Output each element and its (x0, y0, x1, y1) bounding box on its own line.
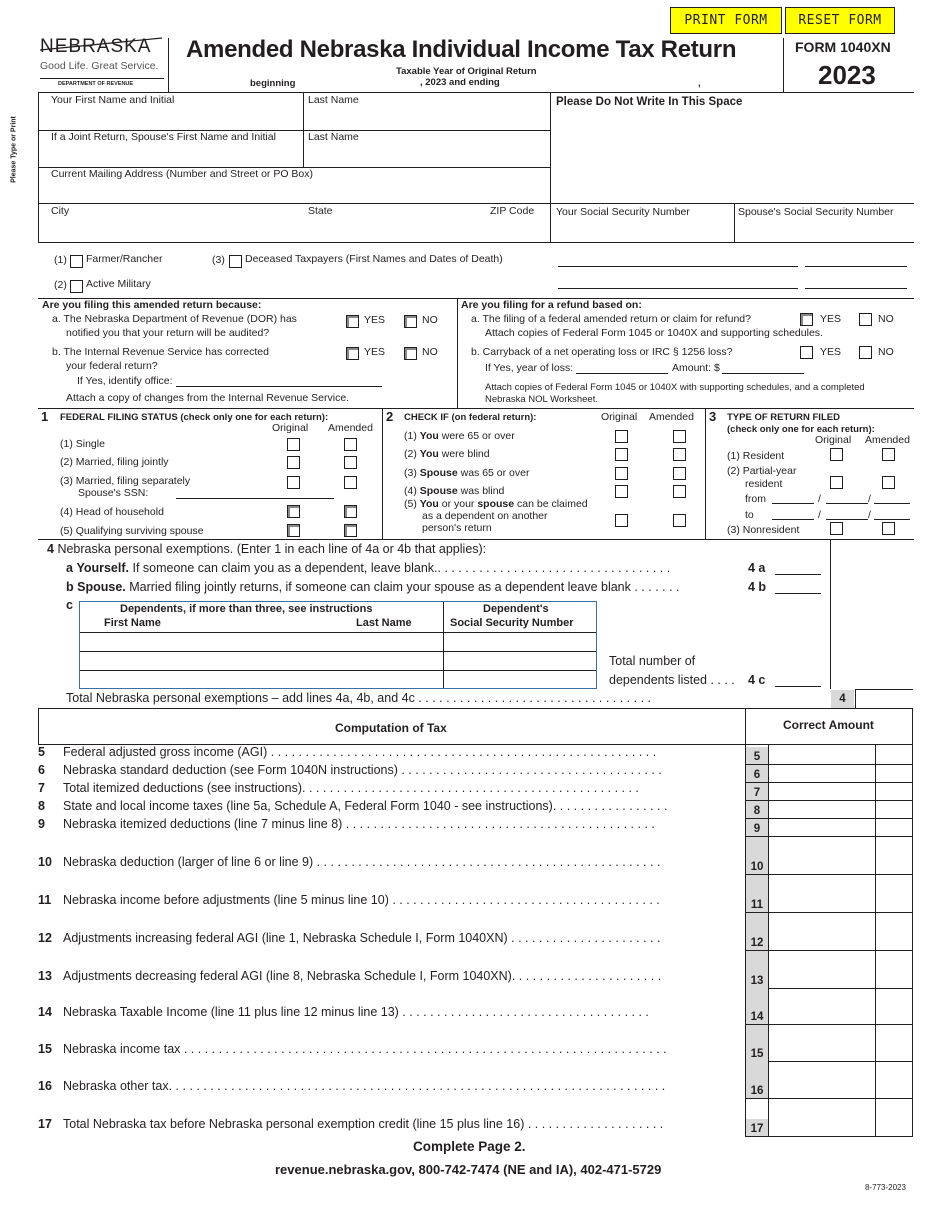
military-num: (2) (54, 279, 67, 291)
taxable-year-label: Taxable Year of Original Return (396, 66, 537, 77)
spouse-ssn-label: Spouse's Social Security Number (738, 206, 894, 218)
total-dependents-label-2: dependents listed . . . . (609, 673, 735, 687)
line-12-cents-field[interactable] (876, 913, 912, 950)
spouse-ssn-field[interactable] (736, 219, 912, 240)
year-of-loss-label: If Yes, year of loss: (485, 362, 574, 374)
ci-you-65-original-checkbox[interactable] (615, 430, 628, 443)
joint-last-name-field[interactable] (305, 143, 548, 165)
exemption-4c-field[interactable] (775, 686, 821, 687)
line-17-cents-field[interactable] (876, 1119, 912, 1136)
line-10-number: 10 (746, 837, 768, 874)
year-of-loss-field[interactable] (576, 373, 668, 374)
rt-to-label: to (745, 509, 754, 521)
loss-amount-field[interactable] (722, 373, 804, 374)
amended-reason-heading: Are you filing this amended return because: (42, 299, 262, 311)
audit-no-label: NO (422, 314, 438, 326)
line-description: Nebraska income tax . . . . . . . . . . . . . . . . . . . . . . . . . . . . . . . . . . . . . . . . . . . . . . . . . . . . . . . . . . . . . . . . . . . . . . (63, 1042, 667, 1056)
line-description: State and local income taxes (line 5a, Schedule A, Federal Form 1040 - see instructions). . . . . . . . . . . . . . . . . (63, 799, 668, 813)
total-exemptions-label: Total Nebraska personal exemptions – add lines 4a, 4b, and 4c . . . . . . . . . . . . . . . . . . . . . . . . . . . . . . . . . . (66, 691, 651, 705)
line-13-cents-field[interactable] (876, 951, 912, 988)
rt-nonresident-amended-checkbox[interactable] (882, 522, 895, 535)
exemption-4a-field[interactable] (775, 574, 821, 575)
fs-mfs-original-checkbox[interactable] (287, 476, 300, 489)
refund-carryback-no-checkbox[interactable] (859, 346, 872, 359)
fs-qss-amended-checkbox[interactable] (344, 524, 357, 537)
check-if-heading: CHECK IF (on federal return): (404, 412, 537, 423)
computation-header (38, 708, 913, 745)
line-13-number: 13 (746, 951, 768, 988)
irs-attach-note: Attach a copy of changes from the Internal Revenue Service. (66, 392, 350, 404)
computation-heading: Computation of Tax (335, 721, 447, 735)
refund-federal-no-label: NO (878, 313, 894, 325)
rt-resident-label: (1) Resident (727, 450, 785, 462)
state-label: State (308, 205, 333, 217)
line-14-amount-field[interactable] (769, 988, 874, 1024)
line-5-amount-field[interactable] (769, 747, 874, 764)
ci-spouse-blind-original-checkbox[interactable] (615, 485, 628, 498)
ci-you-blind-original-checkbox[interactable] (615, 448, 628, 461)
rt-partial-amended-checkbox[interactable] (882, 476, 895, 489)
line-description: Nebraska itemized deductions (line 7 minus line 8) . . . . . . . . . . . . . . . . . . . . . . . . . . . . . . . . . . . . . . . . . . . . . (63, 817, 655, 831)
farmer-rancher-checkbox[interactable] (70, 255, 83, 268)
fs-hoh-original-checkbox[interactable] (287, 505, 300, 518)
line-17-amount-field[interactable] (769, 1119, 874, 1136)
line-number-label: 8 (38, 799, 45, 813)
fs-mfj-amended-checkbox[interactable] (344, 456, 357, 469)
audit-no-checkbox[interactable] (404, 315, 417, 328)
line-8-number: 8 (746, 801, 768, 818)
rt-partial-label-2: resident (745, 478, 783, 490)
exemptions-heading: 4 Nebraska personal exemptions. (Enter 1 in each line of 4a or 4b that applies): (47, 542, 487, 556)
fs-mfs-amended-checkbox[interactable] (344, 476, 357, 489)
line-description: Nebraska Taxable Income (line 11 plus line 12 minus line 13) . . . . . . . . . . . . . . . . . . . . . . . . . . . . . . . . . . . . (63, 1005, 649, 1019)
rt-nonresident-label: (3) Nonresident (727, 524, 800, 536)
exemption-4c-label: c (66, 598, 73, 612)
first-name-field[interactable] (40, 106, 301, 128)
deceased-date-line-2[interactable] (805, 288, 907, 289)
rt-from-day-field[interactable] (826, 503, 868, 504)
ci-dependent-amended-checkbox[interactable] (673, 514, 686, 527)
computation-line-8 (38, 799, 743, 817)
ending-label: , 2023 and ending (420, 77, 500, 88)
form-title: Amended Nebraska Individual Income Tax Return (186, 36, 737, 63)
line-9-number: 9 (746, 819, 768, 836)
refund-carryback-yes-checkbox[interactable] (800, 346, 813, 359)
computation-line-7 (38, 781, 743, 799)
rt-partial-original-checkbox[interactable] (830, 476, 843, 489)
line-11-cents-field[interactable] (876, 875, 912, 912)
ci-dependent-original-checkbox[interactable] (615, 514, 628, 527)
line-number-label: 14 (38, 1005, 52, 1019)
ci-2: (2) You were blind (404, 448, 490, 460)
total-dependents-label-1: Total number of (609, 654, 696, 668)
ci-you-blind-amended-checkbox[interactable] (673, 448, 686, 461)
line-12-amount-field[interactable] (769, 913, 874, 950)
dependents-first-name-header: First Name (104, 617, 161, 629)
zip-field[interactable] (486, 218, 548, 240)
line-9-cents-field[interactable] (876, 819, 912, 836)
fs-single-label: (1) Single (60, 438, 105, 450)
refund-reason-b1: b. Carryback of a net operating loss or IRC § 1256 loss? (471, 346, 733, 358)
line-description: Total itemized deductions (see instructions). . . . . . . . . . . . . . . . . . . . . . . . . . . . . . . . . . . . . . . . . . . . . . . . . (63, 781, 639, 795)
rt-from-year-field[interactable] (874, 503, 910, 504)
your-ssn-field[interactable] (552, 219, 732, 240)
line-15-number: 15 (746, 1025, 768, 1061)
line-6-number: 6 (746, 765, 768, 782)
exemption-4c-ref: 4 c (748, 673, 766, 687)
logo-department: DEPARTMENT OF REVENUE (58, 81, 134, 87)
amended-reason-b1: b. The Internal Revenue Service has corrected (52, 346, 269, 358)
amended-reason-a2: notified you that your return will be audited? (66, 327, 270, 339)
row-divider (745, 1136, 913, 1137)
refund-carryback-no-label: NO (878, 346, 894, 358)
beginning-label: beginning (250, 78, 296, 89)
exemption-4b: b Spouse. Married filing jointly returns, if someone can claim your spouse as a dependent leave blank . . . . . . . (66, 580, 680, 594)
line-5-number: 5 (746, 747, 768, 764)
rt-to-month-field[interactable] (772, 519, 814, 520)
line-description: Nebraska income before adjustments (line 5 minus line 10) . . . . . . . . . . . . . . . . . . . . . . . . . . . . . . . . . . . . . . . (63, 893, 660, 907)
zip-label: ZIP Code (490, 205, 535, 217)
refund-reason-heading: Are you filing for a refund based on: (461, 299, 642, 311)
computation-line-10 (38, 855, 743, 873)
irs-no-checkbox[interactable] (404, 347, 417, 360)
exemption-4a: a Yourself. If someone can claim you as a dependent, leave blank.. . . . . . . . . . . . . . . . . . . . . . . . . . . . . . . . . . (66, 561, 671, 575)
exemption-4a-ref: 4 a (748, 561, 766, 575)
last-name-label: Last Name (308, 94, 359, 106)
joint-first-name-label: If a Joint Return, Spouse's First Name and Initial (51, 131, 276, 143)
line-11-amount-field[interactable] (769, 875, 874, 912)
rt-to-slash-1: / (818, 509, 821, 521)
row-divider (745, 1098, 913, 1099)
line-number-label: 17 (38, 1117, 52, 1131)
line-number-label: 9 (38, 817, 45, 831)
computation-line-15 (38, 1042, 743, 1060)
ci-4: (4) Spouse was blind (404, 485, 505, 497)
line-8-cents-field[interactable] (876, 801, 912, 818)
rt-partial-label: (2) Partial-year (727, 465, 797, 477)
computation-line-17 (38, 1117, 743, 1135)
computation-line-6 (38, 763, 743, 781)
line-number-label: 12 (38, 931, 52, 945)
exemption-4b-ref: 4 b (748, 580, 767, 594)
fs-mfj-original-checkbox[interactable] (287, 456, 300, 469)
rt-to-slash-2: / (868, 509, 871, 521)
military-label: Active Military (86, 278, 151, 290)
first-name-label: Your First Name and Initial (51, 94, 175, 106)
ci-1: (1) You were 65 or over (404, 430, 515, 442)
reset-form-button[interactable]: RESET FORM (785, 7, 895, 34)
check-if-amended-header: Amended (649, 411, 694, 423)
line-6-cents-field[interactable] (876, 765, 912, 782)
dependents-ssn-header-2: Social Security Number (450, 617, 574, 629)
exemption-4b-field[interactable] (775, 593, 821, 594)
line-number-label: 16 (38, 1079, 52, 1093)
line-description: Nebraska deduction (larger of line 6 or line 9) . . . . . . . . . . . . . . . . . . . . . . . . . . . . . . . . . . . . . . . . . . . . . . . . . . (63, 855, 661, 869)
filing-status-num: 1 (41, 409, 49, 424)
return-type-num: 3 (709, 409, 717, 424)
line-description: Total Nebraska tax before Nebraska personal exemption credit (line 15 plus line 16) . . . . . . . . . . . . . . . . . . . . (63, 1117, 664, 1131)
joint-last-name-label: Last Name (308, 131, 359, 143)
dependent-3-ssn-field[interactable] (445, 671, 595, 687)
line-number-label: 10 (38, 855, 52, 869)
filing-status-original-header: Original (272, 422, 309, 434)
line-10-amount-field[interactable] (769, 837, 874, 874)
refund-carryback-yes-label: YES (820, 346, 842, 358)
dependents-table (79, 601, 597, 689)
dependent-1-name-field[interactable] (81, 633, 441, 650)
refund-reason-a2: Attach copies of Federal Form 1045 or 1040X and supporting schedules. (485, 327, 823, 339)
farmer-label: Farmer/Rancher (86, 253, 163, 265)
fs-qss-label: (5) Qualifying surviving spouse (60, 525, 204, 537)
line-8-amount-field[interactable] (769, 801, 874, 818)
complete-page-2: Complete Page 2. (413, 1139, 526, 1154)
line-7-amount-field[interactable] (769, 783, 874, 800)
fs-hoh-amended-checkbox[interactable] (344, 505, 357, 518)
line-16-cents-field[interactable] (876, 1061, 912, 1098)
city-field[interactable] (40, 218, 300, 240)
deceased-num: (3) (212, 254, 225, 266)
refund-federal-yes-checkbox[interactable] (800, 313, 813, 326)
rt-from-slash-1: / (818, 493, 821, 505)
deceased-name-line-1[interactable] (558, 266, 798, 267)
line-15-amount-field[interactable] (769, 1025, 874, 1061)
form-code: 8-773-2023 (865, 1183, 906, 1192)
fs-single-amended-checkbox[interactable] (344, 438, 357, 451)
fs-mfs-ssn-label: Spouse's SSN: (78, 487, 149, 499)
amount-column-border (912, 745, 913, 1136)
check-if-original-header: Original (601, 411, 638, 423)
contact-info: revenue.nebraska.gov, 800-742-7474 (NE and IA), 402-471-5729 (275, 1162, 662, 1177)
refund-attach-note-1: Attach copies of Federal Form 1045 or 1040X with supporting schedules, and a completed (485, 382, 865, 393)
line-12-number: 12 (746, 913, 768, 950)
dependent-1-ssn-field[interactable] (445, 633, 595, 650)
logo-tagline: Good Life. Great Service. (40, 60, 159, 72)
line-description: Federal adjusted gross income (AGI) . . . . . . . . . . . . . . . . . . . . . . . . . . . . . . . . . . . . . . . . . . . . . . . . . . . . . . . . (63, 745, 657, 759)
deceased-name-line-2[interactable] (558, 288, 798, 289)
ci-you-65-amended-checkbox[interactable] (673, 430, 686, 443)
ci-spouse-65-amended-checkbox[interactable] (673, 467, 686, 480)
do-not-write-label: Please Do Not Write In This Space (556, 96, 743, 108)
please-type-or-print: Please Type or Print (10, 116, 18, 183)
line-description: Adjustments decreasing federal AGI (line 8, Nebraska Schedule I, Form 1040XN). . . . . . . . . . . . . . . . . . . . . . (63, 969, 662, 983)
line-number-label: 7 (38, 781, 45, 795)
deceased-label: Deceased Taxpayers (First Names and Dates of Death) (245, 253, 503, 265)
correct-amount-heading: Correct Amount (783, 718, 874, 732)
line-description: Nebraska standard deduction (see Form 1040N instructions) . . . . . . . . . . . . . . . . . . . . . . . . . . . . . . . . . . . . . . (63, 763, 662, 777)
ci-5: (5) You or your spouse can be claimed (404, 498, 588, 510)
form-number: FORM 1040XN (795, 39, 891, 55)
irs-office-field[interactable] (176, 386, 382, 387)
your-ssn-label: Your Social Security Number (556, 206, 690, 218)
line-10-cents-field[interactable] (876, 837, 912, 874)
return-type-amended-header: Amended (865, 434, 910, 446)
computation-line-9 (38, 817, 743, 835)
dependent-2-name-field[interactable] (81, 652, 441, 669)
rt-to-day-field[interactable] (826, 519, 868, 520)
farmer-num: (1) (54, 254, 67, 266)
ci-3: (3) Spouse was 65 or over (404, 467, 530, 479)
tax-year: 2023 (818, 60, 876, 90)
return-type-heading: TYPE OF RETURN FILED (727, 412, 840, 423)
deceased-checkbox[interactable] (229, 255, 242, 268)
irs-yes-label: YES (364, 346, 386, 358)
audit-yes-label: YES (364, 314, 386, 326)
filing-status-amended-header: Amended (328, 422, 373, 434)
state-field[interactable] (305, 218, 485, 240)
line-number-label: 13 (38, 969, 52, 983)
return-type-original-header: Original (815, 434, 852, 446)
return-type-sub: (check only one for each return): (727, 424, 875, 435)
fs-single-original-checkbox[interactable] (287, 438, 300, 451)
line-4-number: 4 (831, 690, 854, 708)
check-if-num: 2 (386, 409, 394, 424)
dependent-3-name-field[interactable] (81, 671, 441, 687)
fs-mfs-label: (3) Married, filing separately (60, 475, 191, 487)
line-7-number: 7 (746, 783, 768, 800)
refund-federal-yes-label: YES (820, 313, 842, 325)
line-16-number: 16 (746, 1061, 768, 1098)
active-military-checkbox[interactable] (70, 280, 83, 293)
line-number-label: 5 (38, 745, 45, 759)
logo-text: NEBRASKA (40, 36, 152, 57)
line-11-number: 11 (746, 875, 768, 912)
rt-nonresident-original-checkbox[interactable] (830, 522, 843, 535)
amended-reason-a1: a. The Nebraska Department of Revenue (DOR) has (52, 313, 297, 325)
computation-line-13 (38, 969, 743, 987)
line-number-label: 11 (38, 893, 52, 907)
line-14-cents-field[interactable] (876, 988, 912, 1024)
ending-comma: , (698, 78, 701, 89)
ci-5b: as a dependent on another (422, 510, 548, 522)
dependents-ssn-header-1: Dependent's (483, 603, 549, 615)
address-field[interactable] (40, 180, 548, 201)
irs-office-label: If Yes, identify office: (77, 375, 173, 387)
fs-qss-original-checkbox[interactable] (287, 524, 300, 537)
computation-line-11 (38, 893, 743, 911)
line-17-number: 17 (746, 1119, 768, 1136)
ci-spouse-blind-amended-checkbox[interactable] (673, 485, 686, 498)
deceased-date-line-1[interactable] (805, 266, 907, 267)
last-name-field[interactable] (305, 106, 548, 128)
fs-mfj-label: (2) Married, filing jointly (60, 456, 169, 468)
computation-line-5 (38, 745, 743, 763)
line-number-label: 6 (38, 763, 45, 777)
loss-amount-label: Amount: $ (672, 362, 720, 374)
rt-from-slash-2: / (868, 493, 871, 505)
line-description: Adjustments increasing federal AGI (line 1, Nebraska Schedule I, Form 1040XN) . . . . . . . . . . . . . . . . . . . . . . (63, 931, 661, 945)
joint-first-name-field[interactable] (40, 143, 301, 165)
audit-yes-checkbox[interactable] (346, 315, 359, 328)
line-5-cents-field[interactable] (876, 747, 912, 764)
line-7-cents-field[interactable] (876, 783, 912, 800)
rt-from-label: from (745, 493, 766, 505)
computation-line-16 (38, 1079, 743, 1097)
line-description: Nebraska other tax. . . . . . . . . . . . . . . . . . . . . . . . . . . . . . . . . . . . . . . . . . . . . . . . . . . . . . . . . . . . . . . . . . . . . . . . (63, 1079, 666, 1093)
dependents-last-name-header: Last Name (356, 617, 412, 629)
line-14-number: 14 (746, 988, 768, 1024)
ci-spouse-65-original-checkbox[interactable] (615, 467, 628, 480)
address-label: Current Mailing Address (Number and Street or PO Box) (51, 168, 314, 180)
computation-line-14 (38, 1005, 743, 1023)
line-16-amount-field[interactable] (769, 1061, 874, 1098)
dependents-table-heading: Dependents, if more than three, see instructions (120, 603, 373, 615)
amended-reason-b2: your federal return? (66, 360, 158, 372)
rt-resident-original-checkbox[interactable] (830, 448, 843, 461)
refund-reason-a1: a. The filing of a federal amended return or claim for refund? (471, 313, 751, 325)
refund-attach-note-2: Nebraska NOL Worksheet. (485, 394, 598, 405)
ci-5c: person's return (422, 522, 492, 534)
rt-from-month-field[interactable] (772, 503, 814, 504)
line-6-amount-field[interactable] (769, 765, 874, 782)
print-form-button[interactable]: PRINT FORM (670, 7, 782, 34)
line-15-cents-field[interactable] (876, 1025, 912, 1061)
filing-status-heading: FEDERAL FILING STATUS (check only one for each return): (60, 412, 329, 423)
irs-yes-checkbox[interactable] (346, 347, 359, 360)
line-9-amount-field[interactable] (769, 819, 874, 836)
fs-mfs-ssn-field[interactable] (176, 498, 334, 499)
computation-line-12 (38, 931, 743, 949)
rt-to-year-field[interactable] (874, 519, 910, 520)
city-label: City (51, 205, 70, 217)
irs-no-label: NO (422, 346, 438, 358)
fs-hoh-label: (4) Head of household (60, 506, 164, 518)
refund-federal-no-checkbox[interactable] (859, 313, 872, 326)
line-13-amount-field[interactable] (769, 951, 874, 988)
line-4-amount-field[interactable] (855, 689, 913, 708)
dependent-2-ssn-field[interactable] (445, 652, 595, 669)
line-number-label: 15 (38, 1042, 52, 1056)
rt-resident-amended-checkbox[interactable] (882, 448, 895, 461)
